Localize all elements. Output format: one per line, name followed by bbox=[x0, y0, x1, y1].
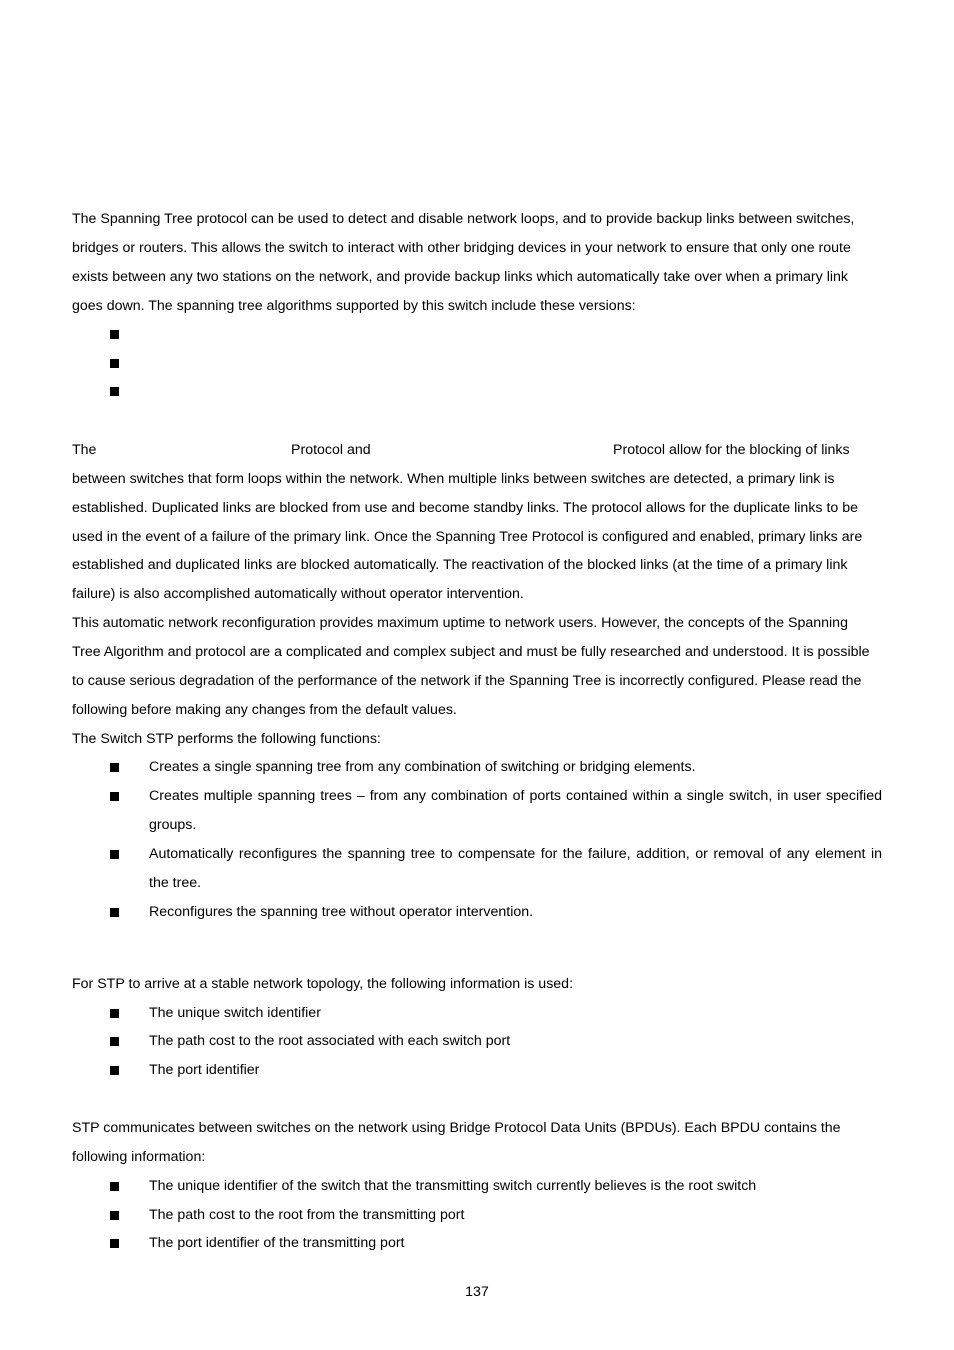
bullet-marker bbox=[110, 387, 119, 396]
bullet-marker bbox=[110, 763, 119, 772]
topology-intro: For STP to arrive at a stable network topology, the following information is used: bbox=[72, 976, 574, 992]
intro-line-2: bridges or routers. This allows the switch to interact with other bridging devices in your network to ensure that only one route bbox=[72, 240, 851, 256]
function-item-2-line-1: Creates multiple spanning trees – from any combination of ports contained within a single switch, in user specified bbox=[149, 788, 882, 804]
protocols-line-8: Tree Algorithm and protocol are a complicated and complex subject and must be fully researched and understood. It is possible bbox=[72, 644, 870, 660]
topology-item-3: The port identifier bbox=[149, 1062, 260, 1078]
bullet-marker bbox=[110, 850, 119, 859]
function-item-2-line-2: groups. bbox=[149, 817, 197, 833]
bullet-marker bbox=[110, 1037, 119, 1046]
bullet-marker bbox=[110, 792, 119, 801]
bpdu-line-2: following information: bbox=[72, 1149, 206, 1165]
protocols-line-7: This automatic network reconfiguration provides maximum uptime to network users. However, the concepts of the Spanning bbox=[72, 615, 848, 631]
topology-item-2: The path cost to the root associated with each switch port bbox=[149, 1033, 511, 1049]
protocols-line-1-part-2: Protocol and bbox=[291, 442, 371, 458]
function-item-3-line-2: the tree. bbox=[149, 875, 202, 891]
bpdu-item-3: The port identifier of the transmitting port bbox=[149, 1235, 405, 1251]
protocols-line-9: to cause serious degradation of the performance of the network if the Spanning Tree is incorrectly configured. Please read the bbox=[72, 673, 862, 689]
protocols-line-6: failure) is also accomplished automatically without operator intervention. bbox=[72, 586, 524, 602]
protocols-line-4: used in the event of a failure of the primary link. Once the Spanning Tree Protocol is configured and enabled, primary links are bbox=[72, 529, 863, 545]
protocols-line-10: following before making any changes from the default values. bbox=[72, 702, 457, 718]
protocols-line-3: established. Duplicated links are blocked from use and become standby links. The protocol allows for the duplicate links to be bbox=[72, 500, 858, 516]
bpdu-line-1: STP communicates between switches on the network using Bridge Protocol Data Units (BPDUs). Each BPDU contains the bbox=[72, 1120, 841, 1136]
topology-item-1: The unique switch identifier bbox=[149, 1005, 321, 1021]
bullet-marker bbox=[110, 1182, 119, 1191]
bullet-marker bbox=[110, 1066, 119, 1075]
protocols-line-1-part-3: Protocol allow for the blocking of links bbox=[613, 442, 850, 458]
intro-line-3: exists between any two stations on the network, and provide backup links which automatically take over when a primary link bbox=[72, 269, 848, 285]
bullet-marker bbox=[110, 1009, 119, 1018]
protocols-line-5: established and duplicated links are blocked automatically. The reactivation of the blocked links (at the time of a primary link bbox=[72, 557, 848, 573]
protocols-line-11: The Switch STP performs the following functions: bbox=[72, 731, 381, 747]
protocols-line-2: between switches that form loops within the network. When multiple links between switches are detected, a primary link is bbox=[72, 471, 835, 487]
function-item-1: Creates a single spanning tree from any combination of switching or bridging elements. bbox=[149, 759, 696, 775]
bullet-marker bbox=[110, 1239, 119, 1248]
intro-line-4: goes down. The spanning tree algorithms supported by this switch include these versions: bbox=[72, 298, 636, 314]
function-item-3-line-1: Automatically reconfigures the spanning tree to compensate for the failure, addition, or removal of any element in bbox=[149, 846, 882, 862]
bullet-marker bbox=[110, 330, 119, 339]
protocols-line-1-part-1: The bbox=[72, 442, 97, 458]
bullet-marker bbox=[110, 1211, 119, 1220]
bullet-marker bbox=[110, 359, 119, 368]
bullet-marker bbox=[110, 908, 119, 917]
bpdu-item-1: The unique identifier of the switch that the transmitting switch currently believes is the root switch bbox=[149, 1178, 757, 1194]
page-number: 137 bbox=[465, 1284, 489, 1300]
intro-line-1: The Spanning Tree protocol can be used to detect and disable network loops, and to provide backup links between switches, bbox=[72, 211, 855, 227]
function-item-4: Reconfigures the spanning tree without operator intervention. bbox=[149, 904, 534, 920]
bpdu-item-2: The path cost to the root from the transmitting port bbox=[149, 1207, 465, 1223]
